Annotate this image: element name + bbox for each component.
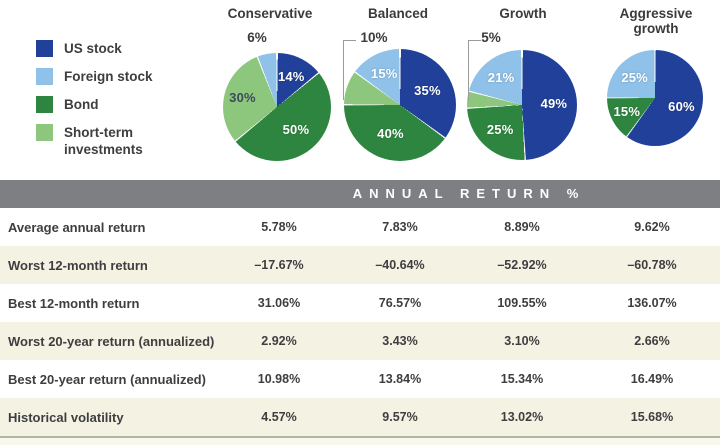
- pie-slice-label: 25%: [621, 69, 648, 85]
- table-row: [0, 360, 720, 398]
- row-value: –40.64%: [375, 258, 425, 272]
- table-row: [0, 208, 720, 246]
- pie-slice-label: 35%: [414, 83, 441, 99]
- row-label: Worst 12-month return: [8, 257, 148, 273]
- table-row: [0, 398, 720, 436]
- row-value: 4.57%: [261, 410, 297, 424]
- table-bottom-strip: [0, 436, 720, 445]
- legend-label: US stock: [64, 41, 122, 56]
- color-swatch-icon: [36, 96, 53, 113]
- color-swatch-icon: [36, 40, 53, 57]
- row-label: Historical volatility: [8, 409, 124, 425]
- row-value: 5.78%: [261, 220, 297, 234]
- pie-slice-label: 14%: [277, 68, 305, 84]
- pie-title: Aggressive growth: [619, 6, 693, 36]
- pie-slice-label: 30%: [229, 90, 256, 106]
- table-row: [0, 246, 720, 284]
- row-value: 136.07%: [627, 296, 677, 310]
- row-value: 13.84%: [378, 372, 422, 386]
- row-value: –60.78%: [627, 258, 677, 272]
- table-header-title: ANNUAL RETURN %: [352, 186, 586, 201]
- row-value: 109.55%: [497, 296, 547, 310]
- callout-bracket: [343, 40, 356, 100]
- table-rows: [0, 208, 720, 436]
- row-value: 13.02%: [500, 410, 544, 424]
- pie-slice-label: 21%: [487, 70, 515, 86]
- legend-item: [36, 40, 182, 57]
- legend-label: Bond: [64, 97, 99, 112]
- legend-item: [36, 124, 182, 158]
- row-label: Best 20-year return (annualized): [8, 371, 206, 387]
- color-swatch-icon: [36, 124, 53, 141]
- pie-slice-label: 25%: [486, 121, 514, 137]
- legend-item: [36, 96, 182, 113]
- row-value: 9.57%: [382, 410, 418, 424]
- legend: [36, 40, 182, 169]
- pie-title: Growth: [499, 6, 547, 21]
- pie-title: Balanced: [367, 6, 429, 21]
- row-value: 16.49%: [630, 372, 674, 386]
- annual-return-table: [0, 180, 720, 445]
- table-row: [0, 284, 720, 322]
- row-value: –52.92%: [497, 258, 547, 272]
- legend-label: Foreign stock: [64, 69, 153, 84]
- pie-slice-label: 15%: [370, 66, 398, 82]
- row-value: 8.89%: [504, 220, 540, 234]
- row-value: 3.10%: [504, 334, 540, 348]
- row-value: 10.98%: [257, 372, 301, 386]
- pie-title: Conservative: [227, 6, 313, 21]
- row-value: 15.34%: [500, 372, 544, 386]
- pie-slice-label: 10%: [360, 30, 388, 45]
- pie-slice-label: 15%: [613, 104, 641, 120]
- legend-label: Short-term investments: [64, 125, 143, 157]
- row-value: 3.43%: [382, 334, 418, 348]
- pie-slice-label: 49%: [540, 95, 568, 111]
- pie-slice-label: 60%: [668, 98, 695, 114]
- row-value: 2.92%: [261, 334, 297, 348]
- table-header-band: [0, 180, 720, 208]
- row-value: 9.62%: [634, 220, 670, 234]
- row-label: Average annual return: [8, 219, 146, 235]
- pie-slice-label: 50%: [282, 121, 310, 137]
- row-value: 31.06%: [257, 296, 301, 310]
- table-row: [0, 322, 720, 360]
- pie-slice-label: 40%: [377, 126, 404, 142]
- row-value: 7.83%: [382, 220, 418, 234]
- pie-slice-label: 6%: [247, 30, 267, 45]
- legend-item: [36, 68, 182, 85]
- pie-section: [0, 0, 720, 180]
- row-label: Worst 20-year return (annualized): [8, 333, 215, 349]
- pie-slice-label: 5%: [481, 30, 501, 45]
- color-swatch-icon: [36, 68, 53, 85]
- row-value: 15.68%: [630, 410, 674, 424]
- row-value: 2.66%: [634, 334, 670, 348]
- row-value: –17.67%: [254, 258, 304, 272]
- row-label: Best 12-month return: [8, 295, 140, 311]
- row-value: 76.57%: [378, 296, 422, 310]
